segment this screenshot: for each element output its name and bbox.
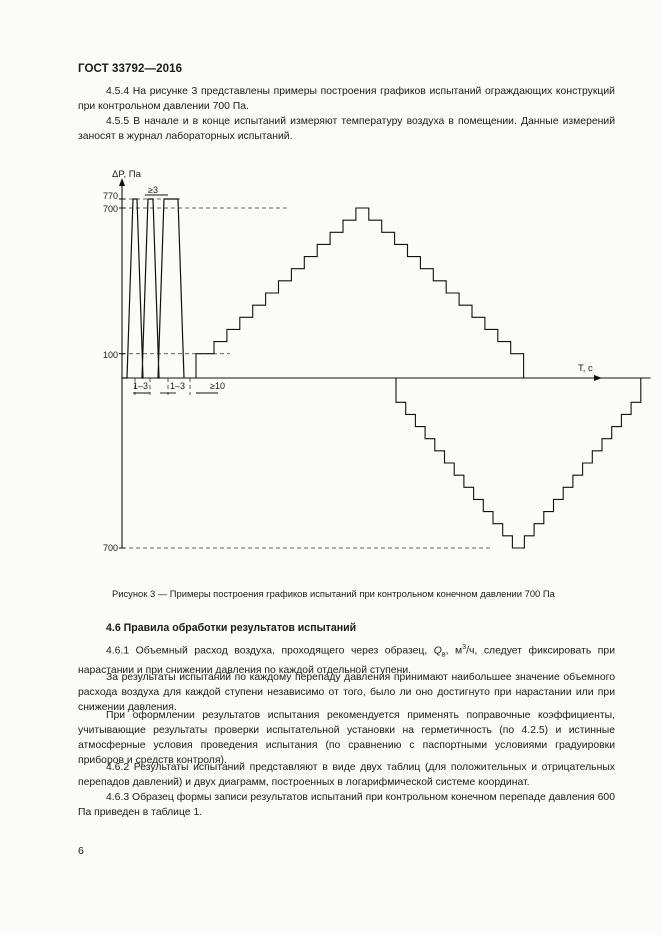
paragraph-4-6-2: 4.6.2 Результаты испытаний представляют в виде двух таблиц (для положительных и отрицательных перепадов давлений) и двух диаграмм, построенных в логарифмической системе координат. xyxy=(78,762,615,788)
annotation-ge3: ≥3 xyxy=(148,185,158,195)
annotation-1-3-second: 1–3 xyxy=(170,381,186,391)
paragraph-4-6-1: 4.6.1 Объемный расход воздуха, проходящего через образец, $Q_в$, $м^3/ч$, следует фиксировать при нарастании и при снижении давления по каждой отдельной ступени. xyxy=(78,644,616,676)
pulse-series xyxy=(122,199,184,378)
y-tick-label-100: 100 xyxy=(102,350,118,360)
x-axis-label: T, с xyxy=(578,363,593,374)
y-tick-label-700: 700 xyxy=(102,204,118,214)
annotation-1-3-first: 1–3 xyxy=(133,381,149,391)
standard-header: ГОСТ 33792—2016 xyxy=(78,63,183,75)
annotation-ge10: ≥10 xyxy=(210,381,225,391)
figure-caption: Рисунок 3 — Примеры построения графиков испытаний при контрольном конечном давлении 700 Па xyxy=(112,588,555,599)
paragraph-corrections: При оформлении результатов испытания рекомендуется применять поправочные коэффициенты, учитывающие результаты проверки испытательной установки на герметичность (по 4.2.5) и истинные атмосферные условия проведения испытания (по сравнению с паспортными условиями градуировки приборов и средств контроля). xyxy=(78,710,615,766)
paragraph-results: За результаты испытаний по каждому перепаду давления принимают наибольшее значение объемного расхода воздуха для каждой ступени независимо от того, было ли оно достигнуто при нарастании или при снижении давления. xyxy=(78,672,615,713)
figure-3-chart xyxy=(0,160,661,580)
y-tick-label-neg-700: 700 xyxy=(102,543,118,553)
paragraph-4-5-4: 4.5.4 На рисунке 3 представлены примеры построения графиков испытаний ограждающих конструкций при контрольном давлении 700 Па. xyxy=(78,86,615,112)
section-heading-4-6: 4.6 Правила обработки результатов испытаний xyxy=(106,622,357,634)
y-axis-label: ΔP, Па xyxy=(112,169,141,180)
page-number: 6 xyxy=(78,845,84,857)
paragraph-4-6-3: 4.6.3 Образец формы записи результатов испытаний при контрольном конечном перепаде давления 600 Па приведен в таблице 1. xyxy=(78,792,615,818)
paragraph-4-5-5: 4.5.5 В начале и в конце испытаний измеряют температуру воздуха в помещении. Данные измерений заносят в журнал лабораторных испытаний. xyxy=(78,116,615,142)
y-tick-label-770: 770 xyxy=(102,191,118,201)
dimension-lines xyxy=(133,195,218,393)
guide-lines xyxy=(122,199,490,548)
